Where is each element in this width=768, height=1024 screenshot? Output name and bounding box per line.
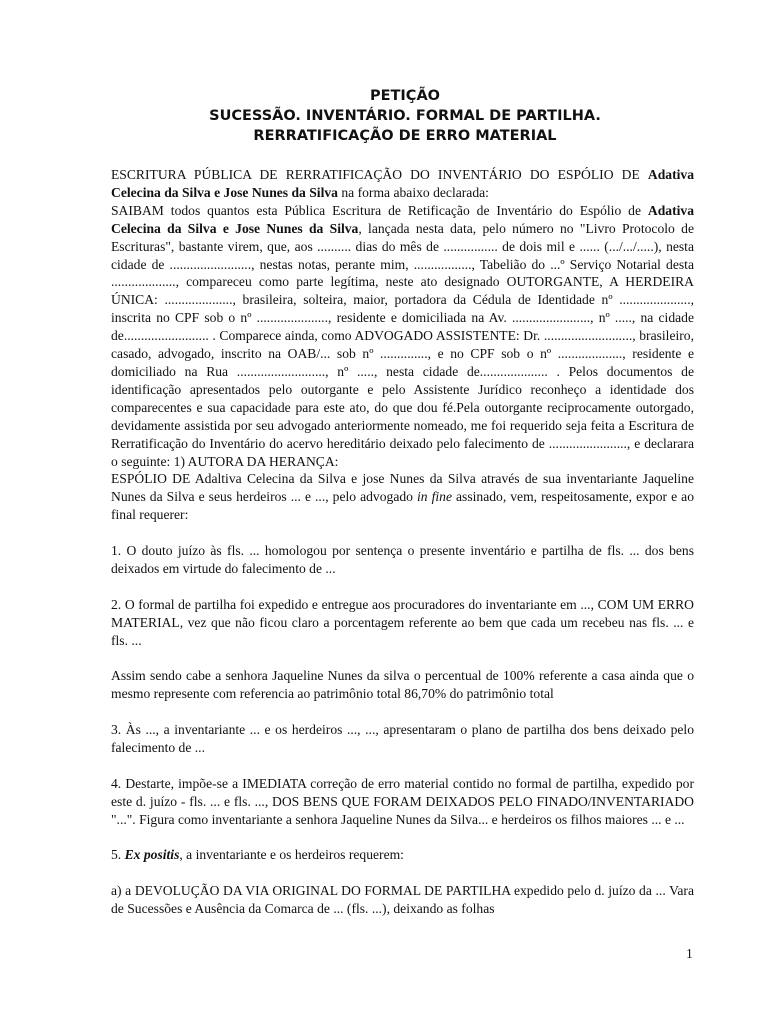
escritura-line1: ESCRITURA PÚBLICA DE RERRATIFICAÇÃO DO INVENTÁRIO DO ESPÓLIO DE — [111, 167, 640, 182]
saibam-text-b: , lançada nesta data, pelo número no "Livro Protocolo de Escrituras", bastante virem, que, aos .......... dias do mês de ................ de dois mil e ...... (.../.../.....), nesta cidade de ........................, nestas notas, perante mim, ................., Tabelião do ...º Serviço Notarial desta ..................., compareceu como parte legítima, neste ato designado OUTORGANTE, A HERDEIRA ÚNICA: ...................., brasileira, solteira, maior, portadora da Cédula de Identidade nº ....................., inscrita no CPF sob o nº ....................., residente e domiciliada na Av. ......................., nº ....., na cidade de......................... . Comparece ainda, como ADVOGADO ASSISTENTE: Dr. .........................., brasileiro, casado, advogado, inscrito na OAB/... sob nº .............., e no CPF sob o nº ..................., residente e domiciliado na Rua .........................., nº ....., nesta cidade de.................... . Pelos documentos de identificação apresentados pelo outorgante e pelo Assistente Jurídico reconheço a identidade dos comparecentes e sua capacidade para este ato, do que dou fé.Pela outorgante reciprocamente outorgado, devidamente assistida por seu advogado anteriormente nomeado, me foi requerido seja feita a Escritura de Rerratificação do Inventário do acervo hereditário deixado pelo falecimento de ......................., e declarara o seguinte: 1) AUTORA DA HERANÇA: — [111, 220, 694, 469]
saibam-text-a: SAIBAM todos quantos esta Pública Escritura de Retificação de Inventário do Espólio de — [111, 202, 648, 218]
paragraph-5 — [111, 846, 694, 864]
deceased-names: Adativa Celecina da Silva e Jose Nunes da Silva — [111, 167, 694, 200]
title-sucessao: SUCESSÃO. INVENTÁRIO. FORMAL DE PARTILHA. — [209, 108, 601, 124]
paragraph-2: 2. O formal de partilha foi expedido e entregue aos procuradores do inventariante em ..., COM UM ERRO MATERIAL, vez que não ficou claro a porcentagem referente ao bem que cada um recebeu nas fls. ... e fls. ... — [111, 596, 694, 648]
title-rerratificacao: RERRATIFICAÇÃO DE ERRO MATERIAL — [253, 128, 557, 144]
page-number: 1 — [686, 946, 693, 961]
paragraph-1: 1. O douto juízo às fls. ... homologou por sentença o presente inventário e partilha de fls. ... dos bens deixados em virtude do falecimento de ... — [111, 543, 694, 576]
espolio-text-a: ESPÓLIO DE Adaltiva Celecina da Silva e jose Nunes da Silva através de sua inventariante Jaqueline Nunes da Silva e seus herdeiros ... e ..., pelo advogado — [111, 471, 694, 505]
document-headings — [110, 86, 700, 146]
paragraph-5-number: 5. — [111, 847, 125, 863]
paragraph-5-rest: , a inventariante e os herdeiros requerem: — [179, 847, 404, 863]
title-peticao: PETIÇÃO — [369, 88, 440, 104]
ex-positis-text: Ex positis — [124, 847, 180, 863]
paragraph-3: 3. Às ..., a inventariante ... e os herdeiros ..., ..., apresentaram o plano de partilha dos bens deixado pelo falecimento de ... — [111, 722, 694, 755]
saibam-names: Adativa Celecina da Silva e Jose Nunes da Silva — [111, 202, 694, 236]
escritura-paragraph — [111, 166, 694, 524]
paragraph-a: a) a DEVOLUÇÃO DA VIA ORIGINAL DO FORMAL DE PARTILHA expedido pelo d. juízo da ... Vara de Sucessões e Ausência da Comarca de ... (fls. ...), deixando as folhas — [111, 883, 694, 917]
escritura-line2-rest: na forma abaixo declarada: — [337, 184, 489, 200]
espolio-text-b: assinado, vem, respeitosamente, expor e ao final requerer: — [111, 489, 694, 523]
paragraph-assim: Assim sendo cabe a senhora Jaqueline Nunes da silva o percentual de 100% referente a casa ainda que o mesmo represente com referencia ao patrimônio total 86,70% do patrimônio total — [111, 668, 694, 702]
in-fine-text: in fine — [416, 489, 452, 505]
paragraph-4: 4. Destarte, impõe-se a IMEDIATA correção de erro material contido no formal de partilha, expedido por este d. juízo - fls. ... e fls. ..., DOS BENS QUE FORAM DEIXADOS PELO FINADO/INVENTARIADO "...". Figura como inventariante a senhora Jaqueline Nunes da Silva... e herdeiros os filhos maiores ... e ... — [111, 775, 694, 827]
document-body — [111, 166, 694, 918]
